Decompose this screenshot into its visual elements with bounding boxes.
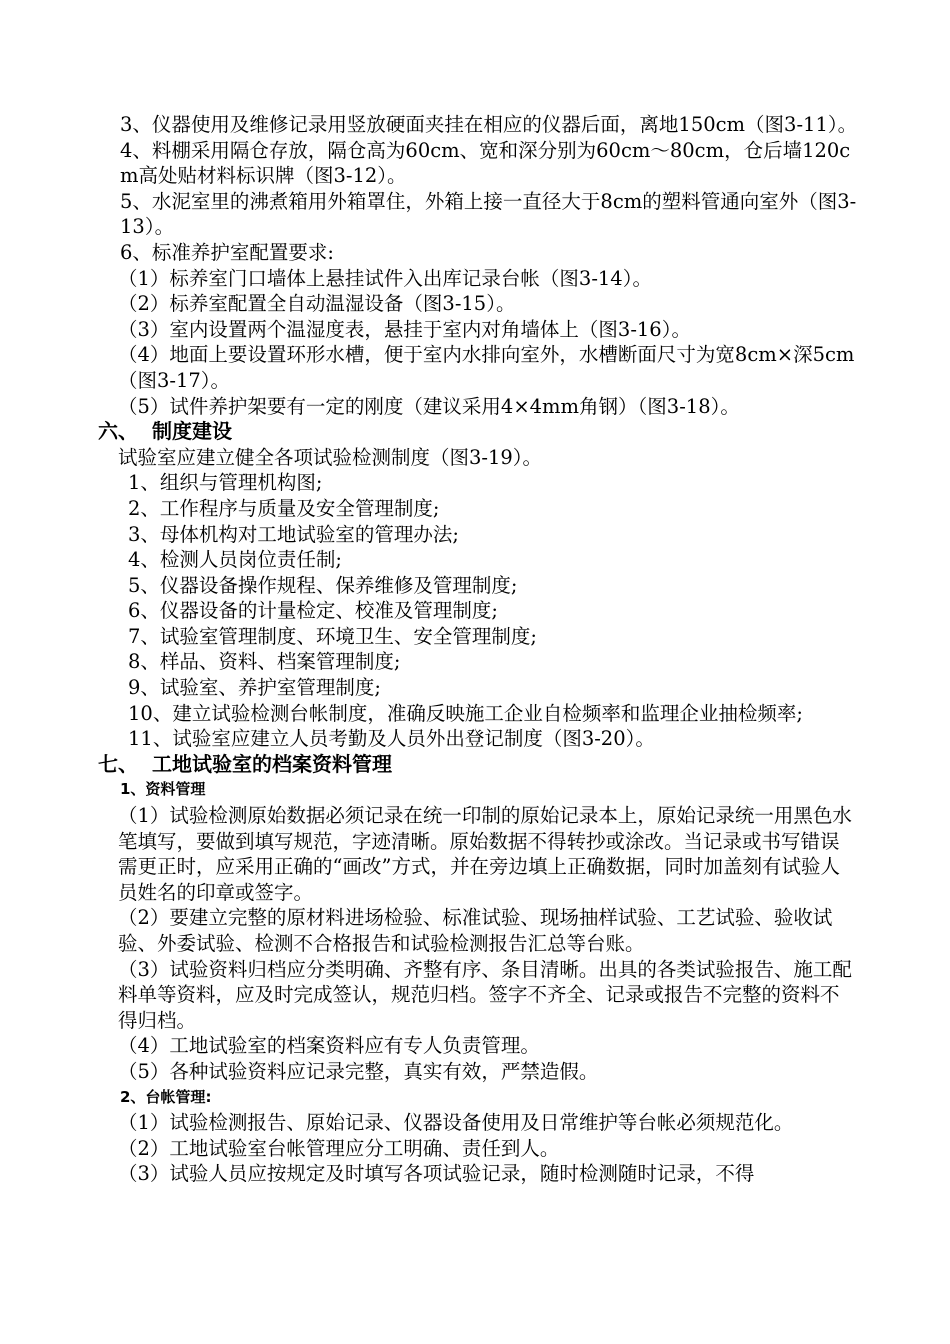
paragraph-6-curing-room: 6、标准养护室配置要求: bbox=[120, 240, 334, 264]
subheading-data-management: 1、资料管理 bbox=[120, 780, 206, 799]
item-curing-3: （3）室内设置两个温湿度表，悬挂于室内对角墙体上（图3-16）。 bbox=[118, 317, 691, 341]
rule-item-2: 2、工作程序与质量及安全管理制度; bbox=[128, 496, 440, 520]
section-heading-6 bbox=[98, 419, 858, 445]
paragraph-3-instrument-records: 3、仪器使用及维修记录用竖放硬面夹挂在相应的仪器后面，离地150cm（图3-11）。 bbox=[120, 113, 858, 136]
rule-item-10: 10、建立试验检测台帐制度，准确反映施工企业自检频率和监理企业抽检频率; bbox=[128, 701, 803, 725]
rule-item-3: 3、母体机构对工地试验室的管理办法; bbox=[128, 522, 459, 546]
rule-item-6: 6、仪器设备的计量检定、校准及管理制度; bbox=[128, 599, 498, 623]
rule-item-9: 9、试验室、养护室管理制度; bbox=[128, 676, 381, 700]
rule-item-11: 11、试验室应建立人员考勤及人员外出登记制度（图3-20）。 bbox=[128, 727, 655, 751]
item-curing-1: （1）标养室门口墙体上悬挂试件入出库记录台帐（图3-14）。 bbox=[118, 266, 652, 290]
paragraph-5-cement-room: 5、水泥室里的沸煮箱用外箱罩住，外箱上接一直径大于8cm的塑料管通向室外（图3-13）。 bbox=[120, 189, 857, 239]
section-number-6: 六、 bbox=[98, 419, 138, 444]
data-item-1: （1）试验检测原始数据必须记录在统一印制的原始记录本上，原始记录统一用黑色水笔填写，要做到填写规范，字迹清晰。原始数据不得转抄或涂改。当记录或书写错误需更正时，应采用正确的“画改”方式，并在旁边填上正确数据，同时加盖刻有试验人员姓名的印章或签字。 bbox=[118, 804, 852, 904]
item-curing-5: （5）试件养护架要有一定的刚度（建议采用4×4mm角钢）（图3-18）。 bbox=[118, 394, 740, 418]
rule-item-1: 1、组织与管理机构图; bbox=[128, 471, 323, 495]
rule-item-7: 7、试验室管理制度、环境卫生、安全管理制度; bbox=[128, 624, 537, 648]
item-curing-4: （4）地面上要设置环形水槽，便于室内水排向室外，水槽断面尺寸为宽8cm×深5cm（图3-17）。 bbox=[118, 343, 855, 392]
ledger-item-2: （2）工地试验室台帐管理应分工明确、责任到人。 bbox=[118, 1136, 560, 1160]
ledger-item-3: （3）试验人员应按规定及时填写各项试验记录，随时检测随时记录，不得 bbox=[118, 1162, 755, 1186]
rule-item-5: 5、仪器设备操作规程、保养维修及管理制度; bbox=[128, 573, 518, 597]
document-page bbox=[98, 112, 858, 1187]
data-item-5: （5）各种试验资料应记录完整，真实有效，严禁造假。 bbox=[118, 1059, 599, 1083]
ledger-item-1: （1）试验检测报告、原始记录、仪器设备使用及日常维护等台帐必须规范化。 bbox=[118, 1111, 794, 1135]
subheading-ledger-management: 2、台帐管理: bbox=[120, 1087, 212, 1106]
section-number-7: 七、 bbox=[98, 751, 138, 776]
data-item-4: （4）工地试验室的档案资料应有专人负责管理。 bbox=[118, 1034, 540, 1058]
data-item-2: （2）要建立完整的原材料进场检验、标准试验、现场抽样试验、工艺试验、验收试验、外委试验、检测不合格报告和试验检测报告汇总等台账。 bbox=[118, 906, 833, 955]
rule-item-8: 8、样品、资料、档案管理制度; bbox=[128, 650, 401, 674]
rule-item-4: 4、检测人员岗位责任制; bbox=[128, 548, 342, 572]
section-title-7: 工地试验室的档案资料管理 bbox=[152, 751, 392, 776]
data-item-3: （3）试验资料归档应分类明确、齐整有序、条目清晰。出具的各类试验报告、施工配料单等资料，应及时完成签认，规范归档。签字不齐全、记录或报告不完整的资料不得归档。 bbox=[118, 957, 852, 1032]
item-curing-2: （2）标养室配置全自动温湿设备（图3-15）。 bbox=[118, 292, 516, 316]
section-title-6: 制度建设 bbox=[152, 419, 232, 444]
paragraph-system-intro: 试验室应建立健全各项试验检测制度（图3-19）。 bbox=[118, 445, 543, 469]
paragraph-4-material-shed: 4、料棚采用隔仓存放，隔仓高为60cm、宽和深分别为60cm～80cm，仓后墙120cm高处贴材料标识牌（图3-12）。 bbox=[120, 138, 851, 188]
section-heading-7 bbox=[98, 752, 858, 778]
